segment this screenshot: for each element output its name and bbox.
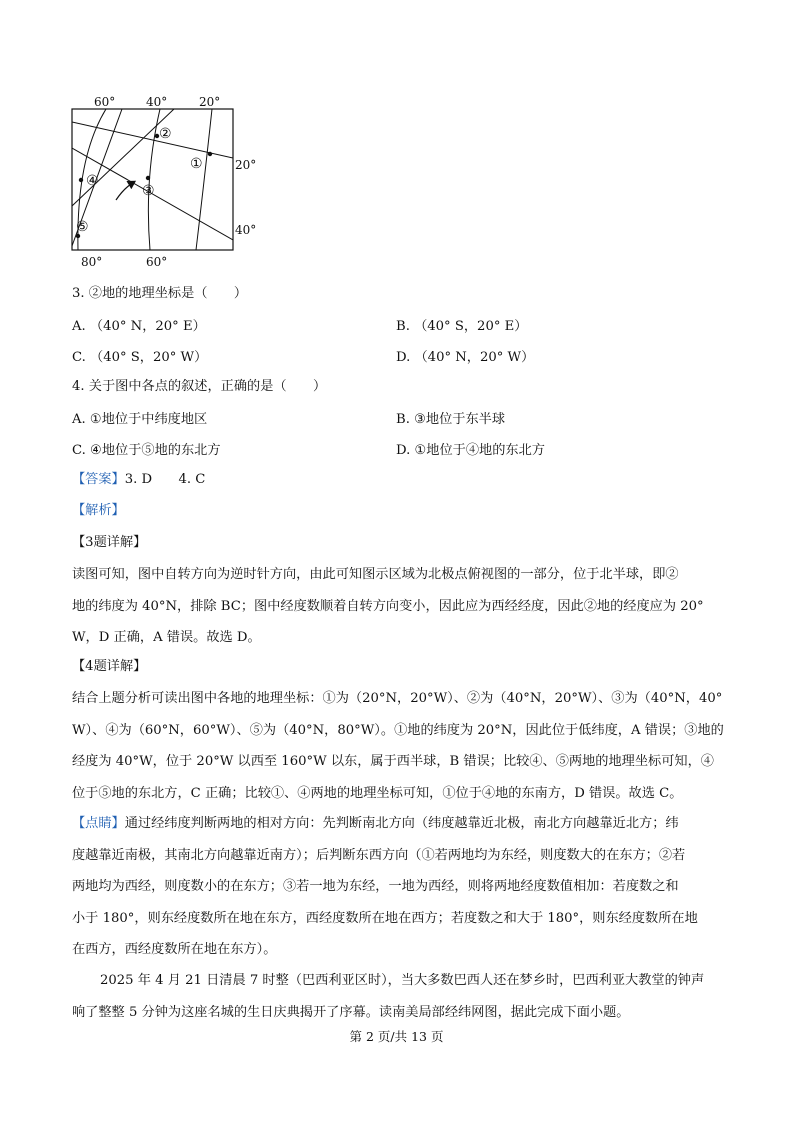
q4-option-b[interactable]: B. ③地位于东半球 (396, 412, 506, 427)
intro-line: 2025 年 4 月 21 日清晨 7 时整（巴西利亚区时），当大多数巴西人还在梦乡时，巴西利亚大教堂的钟声 (100, 973, 705, 988)
analysis-label: 【解析】 (72, 503, 125, 518)
q3-option-c[interactable]: C. （40° S，20° W） (72, 350, 208, 365)
point-3-dot (146, 176, 150, 180)
point-1-dot (208, 152, 212, 156)
point-label-1: ① (190, 156, 203, 172)
point-label-5: ⑤ (76, 219, 89, 235)
right-label-40: 40° (235, 223, 257, 237)
lat-arc-20 (196, 109, 212, 250)
q3-detail-line: 读图可知，图中自转方向为逆时针方向，由此可知图示区域为北极点俯视图的一部分，位于北半球，即② (72, 567, 679, 582)
q4-detail-line: 结合上题分析可读出图中各地的地理坐标：①为（20°N，20°W）、②为（40°N，20°W）、③为（40°N，40° (72, 691, 723, 706)
answer-text: 3. D 4. C (124, 472, 206, 487)
q4-stem: 4. 关于图中各点的叙述，正确的是（ ） (72, 379, 327, 394)
top-label-40: 40° (146, 95, 168, 109)
bottom-label-60: 60° (146, 255, 168, 269)
tip-line: 度越靠近南极，其南北方向越靠近南方）；后判断东西方向（①若两地均为东经，则度数大的在东方；②若 (72, 847, 686, 863)
bottom-label-80: 80° (81, 255, 103, 269)
point-label-2: ② (159, 126, 172, 142)
tip-body (72, 808, 724, 966)
tip-text: 通过经纬度判断两地的相对方向：先判断南北方向（纬度越靠近北极，南北方向越靠近北方；纬 (124, 816, 679, 831)
top-label-60: 60° (94, 95, 116, 109)
point-label-3: ③ (142, 183, 155, 199)
q3-stem: 3. ②地的地理坐标是（ ） (72, 286, 248, 301)
tip-line: 小于 180°，则东经度数所在地在东方，西经度数所在地在西方；若度数之和大于 180°，则东经度数所在地 (72, 910, 698, 926)
q3-detail-body (72, 559, 724, 654)
tip-line: 在西方，西经度数所在地在东方）。 (72, 942, 277, 957)
q4-option-d[interactable]: D. ①地位于④地的东北方 (396, 443, 545, 458)
q3-option-b[interactable]: B. （40° S，20° E） (396, 319, 528, 334)
q4-detail-body (72, 683, 724, 809)
q3-detail-header: 【3题详解】 (72, 535, 147, 550)
tip-line (72, 808, 724, 840)
q4-detail-header: 【4题详解】 (72, 659, 147, 674)
q4-option-c[interactable]: C. ④地位于⑤地的东北方 (72, 443, 221, 458)
intro-line: 响了整整 5 分钟为这座名城的生日庆典揭开了序幕。读南美局部经纬网图，据此完成下面小题。 (72, 1004, 630, 1020)
q3-detail-line: W，D 正确，A 错误。故选 D。 (72, 630, 261, 645)
top-label-20: 20° (199, 95, 221, 109)
point-4-dot (79, 178, 83, 182)
tip-line: 两地均为西经，则度数小的在东方；③若一地为东经，一地为西经，则将两地经度数值相加：若度数之和 (72, 879, 679, 894)
q3-option-d[interactable]: D. （40° N，20° W） (396, 350, 535, 365)
intro-paragraph (72, 965, 724, 1028)
rotation-arrow-icon (116, 182, 134, 200)
page-number: 第 2 页/共 13 页 (349, 1029, 444, 1044)
lat-lon-grid-diagram (64, 88, 274, 270)
tip-label: 【点睛】 (72, 816, 125, 831)
answer-label: 【答案】 (72, 472, 125, 487)
answer-line (72, 470, 205, 490)
q3-detail-line: 地的纬度为 40°N，排除 BC；图中经度数顺着自转方向变小，因此应为西经经度，因此②地的经度应为 20° (72, 598, 704, 614)
q4-detail-line: W）、④为（60°N，60°W）、⑤为（40°N，80°W）。①地的纬度为 20°N，因此位于低纬度，A 错误；③地的 (72, 722, 724, 738)
point-label-4: ④ (86, 173, 99, 189)
right-label-20: 20° (235, 158, 257, 172)
q4-detail-line: 位于⑤地的东北方，C 正确；比较①、④两地的地理坐标可知，①位于④地的东南方，D 错误。故选 C。 (72, 785, 683, 801)
q4-option-a[interactable]: A. ①地位于中纬度地区 (72, 412, 208, 427)
q4-detail-line: 经度为 40°W，位于 20°W 以西至 160°W 以东，属于西半球，B 错误；比较④、⑤两地的地理坐标可知，④ (72, 754, 714, 769)
q3-option-a[interactable]: A. （40° N，20° E） (72, 319, 206, 334)
